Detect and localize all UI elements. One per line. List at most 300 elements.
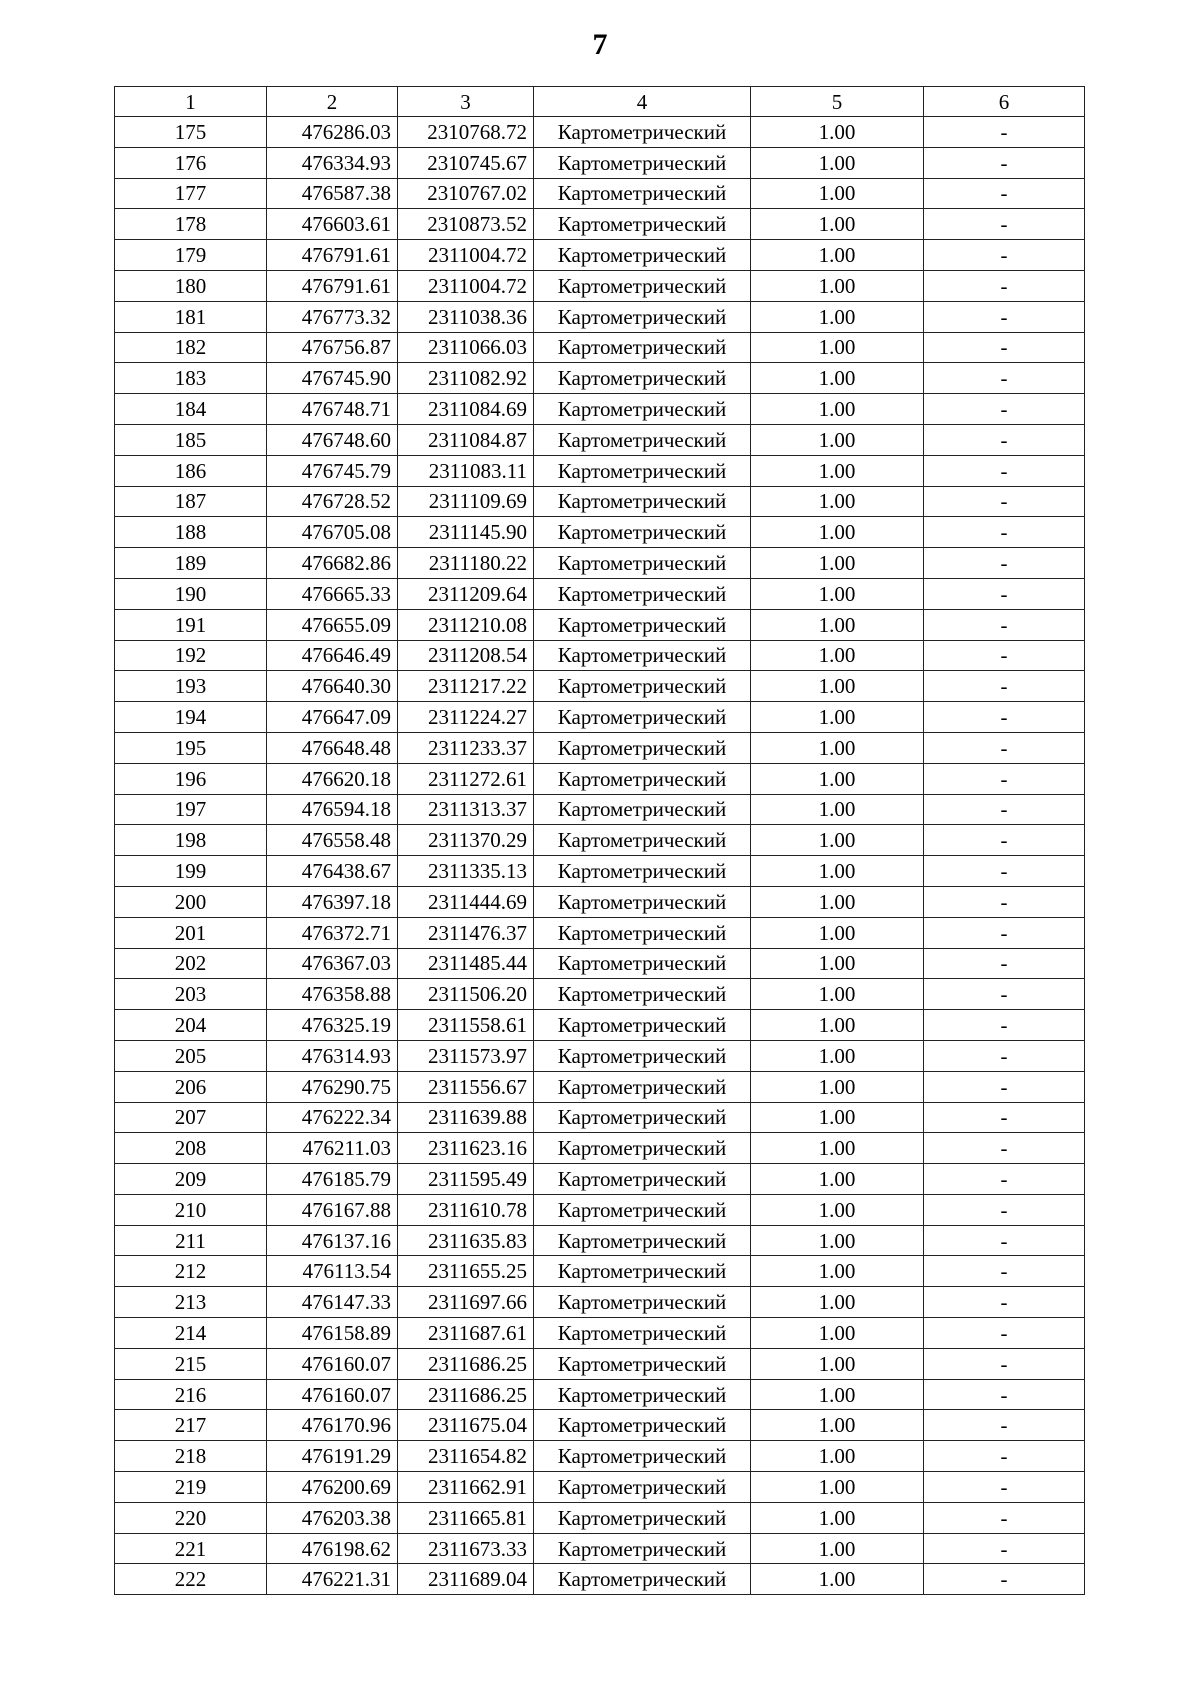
x-coordinate-cell: 476773.32 xyxy=(267,301,398,332)
accuracy-cell: 1.00 xyxy=(751,301,924,332)
table-row xyxy=(115,363,1085,394)
point-number-cell: 191 xyxy=(115,609,267,640)
table-row xyxy=(115,178,1085,209)
method-cell: Картометрический xyxy=(534,763,751,794)
y-coordinate-cell: 2311665.81 xyxy=(398,1502,534,1533)
x-coordinate-cell: 476558.48 xyxy=(267,825,398,856)
point-number-cell: 196 xyxy=(115,763,267,794)
note-cell: - xyxy=(924,979,1085,1010)
point-number-cell: 197 xyxy=(115,794,267,825)
note-cell: - xyxy=(924,640,1085,671)
table-row xyxy=(115,1472,1085,1503)
accuracy-cell: 1.00 xyxy=(751,1225,924,1256)
table-row xyxy=(115,856,1085,887)
x-coordinate-cell: 476745.79 xyxy=(267,455,398,486)
note-cell: - xyxy=(924,825,1085,856)
accuracy-cell: 1.00 xyxy=(751,979,924,1010)
accuracy-cell: 1.00 xyxy=(751,1502,924,1533)
x-coordinate-cell: 476648.48 xyxy=(267,732,398,763)
note-cell: - xyxy=(924,209,1085,240)
point-number-cell: 222 xyxy=(115,1564,267,1595)
method-cell: Картометрический xyxy=(534,394,751,425)
note-cell: - xyxy=(924,1348,1085,1379)
y-coordinate-cell: 2311109.69 xyxy=(398,486,534,517)
note-cell: - xyxy=(924,1194,1085,1225)
table-row xyxy=(115,548,1085,579)
method-cell: Картометрический xyxy=(534,1564,751,1595)
method-cell: Картометрический xyxy=(534,548,751,579)
y-coordinate-cell: 2311082.92 xyxy=(398,363,534,394)
point-number-cell: 212 xyxy=(115,1256,267,1287)
x-coordinate-cell: 476748.71 xyxy=(267,394,398,425)
point-number-cell: 204 xyxy=(115,1010,267,1041)
y-coordinate-cell: 2311038.36 xyxy=(398,301,534,332)
x-coordinate-cell: 476745.90 xyxy=(267,363,398,394)
method-cell: Картометрический xyxy=(534,732,751,763)
point-number-cell: 211 xyxy=(115,1225,267,1256)
accuracy-cell: 1.00 xyxy=(751,455,924,486)
note-cell: - xyxy=(924,1164,1085,1195)
point-number-cell: 175 xyxy=(115,117,267,148)
x-coordinate-cell: 476325.19 xyxy=(267,1010,398,1041)
table-row xyxy=(115,794,1085,825)
note-cell: - xyxy=(924,1225,1085,1256)
note-cell: - xyxy=(924,1533,1085,1564)
accuracy-cell: 1.00 xyxy=(751,1256,924,1287)
y-coordinate-cell: 2311370.29 xyxy=(398,825,534,856)
note-cell: - xyxy=(924,1472,1085,1503)
accuracy-cell: 1.00 xyxy=(751,1102,924,1133)
accuracy-cell: 1.00 xyxy=(751,147,924,178)
x-coordinate-cell: 476286.03 xyxy=(267,117,398,148)
note-cell: - xyxy=(924,301,1085,332)
table-row xyxy=(115,301,1085,332)
point-number-cell: 208 xyxy=(115,1133,267,1164)
note-cell: - xyxy=(924,1410,1085,1441)
y-coordinate-cell: 2311083.11 xyxy=(398,455,534,486)
note-cell: - xyxy=(924,1010,1085,1041)
column-header: 3 xyxy=(398,87,534,117)
point-number-cell: 189 xyxy=(115,548,267,579)
y-coordinate-cell: 2311573.97 xyxy=(398,1040,534,1071)
x-coordinate-cell: 476314.93 xyxy=(267,1040,398,1071)
table-row xyxy=(115,1348,1085,1379)
point-number-cell: 220 xyxy=(115,1502,267,1533)
method-cell: Картометрический xyxy=(534,917,751,948)
x-coordinate-cell: 476705.08 xyxy=(267,517,398,548)
method-cell: Картометрический xyxy=(534,886,751,917)
y-coordinate-cell: 2311444.69 xyxy=(398,886,534,917)
note-cell: - xyxy=(924,1133,1085,1164)
x-coordinate-cell: 476682.86 xyxy=(267,548,398,579)
point-number-cell: 221 xyxy=(115,1533,267,1564)
note-cell: - xyxy=(924,948,1085,979)
x-coordinate-cell: 476113.54 xyxy=(267,1256,398,1287)
note-cell: - xyxy=(924,455,1085,486)
table-row xyxy=(115,455,1085,486)
x-coordinate-cell: 476191.29 xyxy=(267,1441,398,1472)
y-coordinate-cell: 2311673.33 xyxy=(398,1533,534,1564)
note-cell: - xyxy=(924,147,1085,178)
method-cell: Картометрический xyxy=(534,178,751,209)
table-row xyxy=(115,1164,1085,1195)
method-cell: Картометрический xyxy=(534,1472,751,1503)
method-cell: Картометрический xyxy=(534,1133,751,1164)
x-coordinate-cell: 476620.18 xyxy=(267,763,398,794)
table-body xyxy=(115,117,1085,1595)
point-number-cell: 185 xyxy=(115,424,267,455)
note-cell: - xyxy=(924,548,1085,579)
y-coordinate-cell: 2311556.67 xyxy=(398,1071,534,1102)
method-cell: Картометрический xyxy=(534,578,751,609)
x-coordinate-cell: 476665.33 xyxy=(267,578,398,609)
accuracy-cell: 1.00 xyxy=(751,1410,924,1441)
note-cell: - xyxy=(924,702,1085,733)
accuracy-cell: 1.00 xyxy=(751,394,924,425)
method-cell: Картометрический xyxy=(534,825,751,856)
accuracy-cell: 1.00 xyxy=(751,702,924,733)
accuracy-cell: 1.00 xyxy=(751,732,924,763)
x-coordinate-cell: 476185.79 xyxy=(267,1164,398,1195)
method-cell: Картометрический xyxy=(534,640,751,671)
note-cell: - xyxy=(924,671,1085,702)
table-row xyxy=(115,979,1085,1010)
table-row xyxy=(115,671,1085,702)
note-cell: - xyxy=(924,1502,1085,1533)
table-row xyxy=(115,886,1085,917)
accuracy-cell: 1.00 xyxy=(751,486,924,517)
y-coordinate-cell: 2310768.72 xyxy=(398,117,534,148)
point-number-cell: 219 xyxy=(115,1472,267,1503)
point-number-cell: 184 xyxy=(115,394,267,425)
method-cell: Картометрический xyxy=(534,147,751,178)
point-number-cell: 206 xyxy=(115,1071,267,1102)
y-coordinate-cell: 2311233.37 xyxy=(398,732,534,763)
table-row xyxy=(115,1071,1085,1102)
y-coordinate-cell: 2311558.61 xyxy=(398,1010,534,1041)
x-coordinate-cell: 476158.89 xyxy=(267,1318,398,1349)
method-cell: Картометрический xyxy=(534,1071,751,1102)
point-number-cell: 183 xyxy=(115,363,267,394)
table-row xyxy=(115,1318,1085,1349)
y-coordinate-cell: 2311655.25 xyxy=(398,1256,534,1287)
accuracy-cell: 1.00 xyxy=(751,1040,924,1071)
point-number-cell: 186 xyxy=(115,455,267,486)
column-header: 1 xyxy=(115,87,267,117)
point-number-cell: 190 xyxy=(115,578,267,609)
method-cell: Картометрический xyxy=(534,1410,751,1441)
accuracy-cell: 1.00 xyxy=(751,578,924,609)
x-coordinate-cell: 476160.07 xyxy=(267,1379,398,1410)
point-number-cell: 194 xyxy=(115,702,267,733)
accuracy-cell: 1.00 xyxy=(751,1010,924,1041)
note-cell: - xyxy=(924,578,1085,609)
x-coordinate-cell: 476438.67 xyxy=(267,856,398,887)
accuracy-cell: 1.00 xyxy=(751,1071,924,1102)
method-cell: Картометрический xyxy=(534,486,751,517)
x-coordinate-cell: 476290.75 xyxy=(267,1071,398,1102)
accuracy-cell: 1.00 xyxy=(751,1164,924,1195)
note-cell: - xyxy=(924,732,1085,763)
accuracy-cell: 1.00 xyxy=(751,1133,924,1164)
note-cell: - xyxy=(924,424,1085,455)
x-coordinate-cell: 476646.49 xyxy=(267,640,398,671)
y-coordinate-cell: 2311313.37 xyxy=(398,794,534,825)
note-cell: - xyxy=(924,1287,1085,1318)
method-cell: Картометрический xyxy=(534,1194,751,1225)
y-coordinate-cell: 2311635.83 xyxy=(398,1225,534,1256)
accuracy-cell: 1.00 xyxy=(751,1472,924,1503)
note-cell: - xyxy=(924,856,1085,887)
column-header: 6 xyxy=(924,87,1085,117)
method-cell: Картометрический xyxy=(534,332,751,363)
x-coordinate-cell: 476603.61 xyxy=(267,209,398,240)
method-cell: Картометрический xyxy=(534,1533,751,1564)
accuracy-cell: 1.00 xyxy=(751,609,924,640)
accuracy-cell: 1.00 xyxy=(751,424,924,455)
y-coordinate-cell: 2311687.61 xyxy=(398,1318,534,1349)
point-number-cell: 210 xyxy=(115,1194,267,1225)
x-coordinate-cell: 476756.87 xyxy=(267,332,398,363)
column-header: 4 xyxy=(534,87,751,117)
y-coordinate-cell: 2310873.52 xyxy=(398,209,534,240)
column-header: 5 xyxy=(751,87,924,117)
point-number-cell: 182 xyxy=(115,332,267,363)
note-cell: - xyxy=(924,394,1085,425)
x-coordinate-cell: 476334.93 xyxy=(267,147,398,178)
method-cell: Картометрический xyxy=(534,1164,751,1195)
table-row xyxy=(115,609,1085,640)
x-coordinate-cell: 476198.62 xyxy=(267,1533,398,1564)
note-cell: - xyxy=(924,363,1085,394)
method-cell: Картометрический xyxy=(534,117,751,148)
table-row xyxy=(115,1533,1085,1564)
point-number-cell: 200 xyxy=(115,886,267,917)
y-coordinate-cell: 2311209.64 xyxy=(398,578,534,609)
method-cell: Картометрический xyxy=(534,270,751,301)
accuracy-cell: 1.00 xyxy=(751,1533,924,1564)
accuracy-cell: 1.00 xyxy=(751,763,924,794)
x-coordinate-cell: 476167.88 xyxy=(267,1194,398,1225)
accuracy-cell: 1.00 xyxy=(751,1348,924,1379)
method-cell: Картометрический xyxy=(534,1502,751,1533)
y-coordinate-cell: 2311697.66 xyxy=(398,1287,534,1318)
y-coordinate-cell: 2311686.25 xyxy=(398,1348,534,1379)
accuracy-cell: 1.00 xyxy=(751,332,924,363)
note-cell: - xyxy=(924,1441,1085,1472)
point-number-cell: 181 xyxy=(115,301,267,332)
note-cell: - xyxy=(924,1071,1085,1102)
table-row xyxy=(115,240,1085,271)
column-header: 2 xyxy=(267,87,398,117)
page-number: 7 xyxy=(592,28,608,61)
table-row xyxy=(115,147,1085,178)
y-coordinate-cell: 2310745.67 xyxy=(398,147,534,178)
note-cell: - xyxy=(924,178,1085,209)
x-coordinate-cell: 476367.03 xyxy=(267,948,398,979)
table-row xyxy=(115,732,1085,763)
point-number-cell: 203 xyxy=(115,979,267,1010)
x-coordinate-cell: 476200.69 xyxy=(267,1472,398,1503)
note-cell: - xyxy=(924,117,1085,148)
note-cell: - xyxy=(924,1564,1085,1595)
point-number-cell: 201 xyxy=(115,917,267,948)
accuracy-cell: 1.00 xyxy=(751,240,924,271)
method-cell: Картометрический xyxy=(534,1040,751,1071)
x-coordinate-cell: 476160.07 xyxy=(267,1348,398,1379)
y-coordinate-cell: 2311686.25 xyxy=(398,1379,534,1410)
point-number-cell: 187 xyxy=(115,486,267,517)
table-row xyxy=(115,486,1085,517)
y-coordinate-cell: 2311272.61 xyxy=(398,763,534,794)
x-coordinate-cell: 476748.60 xyxy=(267,424,398,455)
table-row xyxy=(115,702,1085,733)
table-row xyxy=(115,1102,1085,1133)
y-coordinate-cell: 2311595.49 xyxy=(398,1164,534,1195)
table-row xyxy=(115,640,1085,671)
accuracy-cell: 1.00 xyxy=(751,270,924,301)
point-number-cell: 205 xyxy=(115,1040,267,1071)
y-coordinate-cell: 2311180.22 xyxy=(398,548,534,579)
y-coordinate-cell: 2311675.04 xyxy=(398,1410,534,1441)
accuracy-cell: 1.00 xyxy=(751,917,924,948)
table-row xyxy=(115,1133,1085,1164)
table-row xyxy=(115,1256,1085,1287)
x-coordinate-cell: 476372.71 xyxy=(267,917,398,948)
table-row xyxy=(115,1502,1085,1533)
point-number-cell: 188 xyxy=(115,517,267,548)
point-number-cell: 177 xyxy=(115,178,267,209)
y-coordinate-cell: 2311224.27 xyxy=(398,702,534,733)
note-cell: - xyxy=(924,763,1085,794)
point-number-cell: 193 xyxy=(115,671,267,702)
x-coordinate-cell: 476728.52 xyxy=(267,486,398,517)
method-cell: Картометрический xyxy=(534,979,751,1010)
method-cell: Картометрический xyxy=(534,1102,751,1133)
table-row xyxy=(115,1194,1085,1225)
y-coordinate-cell: 2311639.88 xyxy=(398,1102,534,1133)
x-coordinate-cell: 476655.09 xyxy=(267,609,398,640)
point-number-cell: 209 xyxy=(115,1164,267,1195)
method-cell: Картометрический xyxy=(534,1379,751,1410)
note-cell: - xyxy=(924,1040,1085,1071)
accuracy-cell: 1.00 xyxy=(751,948,924,979)
table-row xyxy=(115,332,1085,363)
method-cell: Картометрический xyxy=(534,363,751,394)
table-row xyxy=(115,1379,1085,1410)
note-cell: - xyxy=(924,1102,1085,1133)
table-row xyxy=(115,948,1085,979)
method-cell: Картометрический xyxy=(534,702,751,733)
note-cell: - xyxy=(924,917,1085,948)
accuracy-cell: 1.00 xyxy=(751,1318,924,1349)
method-cell: Картометрический xyxy=(534,856,751,887)
note-cell: - xyxy=(924,609,1085,640)
y-coordinate-cell: 2311217.22 xyxy=(398,671,534,702)
point-number-cell: 198 xyxy=(115,825,267,856)
method-cell: Картометрический xyxy=(534,1318,751,1349)
method-cell: Картометрический xyxy=(534,609,751,640)
accuracy-cell: 1.00 xyxy=(751,856,924,887)
note-cell: - xyxy=(924,517,1085,548)
table-row xyxy=(115,394,1085,425)
accuracy-cell: 1.00 xyxy=(751,1287,924,1318)
method-cell: Картометрический xyxy=(534,240,751,271)
note-cell: - xyxy=(924,332,1085,363)
y-coordinate-cell: 2311506.20 xyxy=(398,979,534,1010)
table-row xyxy=(115,270,1085,301)
x-coordinate-cell: 476170.96 xyxy=(267,1410,398,1441)
y-coordinate-cell: 2311623.16 xyxy=(398,1133,534,1164)
accuracy-cell: 1.00 xyxy=(751,1379,924,1410)
note-cell: - xyxy=(924,240,1085,271)
method-cell: Картометрический xyxy=(534,1010,751,1041)
accuracy-cell: 1.00 xyxy=(751,209,924,240)
y-coordinate-cell: 2311610.78 xyxy=(398,1194,534,1225)
point-number-cell: 215 xyxy=(115,1348,267,1379)
table-row xyxy=(115,424,1085,455)
table-row xyxy=(115,1287,1085,1318)
x-coordinate-cell: 476211.03 xyxy=(267,1133,398,1164)
method-cell: Картометрический xyxy=(534,671,751,702)
method-cell: Картометрический xyxy=(534,1441,751,1472)
x-coordinate-cell: 476147.33 xyxy=(267,1287,398,1318)
accuracy-cell: 1.00 xyxy=(751,794,924,825)
note-cell: - xyxy=(924,1256,1085,1287)
accuracy-cell: 1.00 xyxy=(751,671,924,702)
method-cell: Картометрический xyxy=(534,517,751,548)
point-number-cell: 192 xyxy=(115,640,267,671)
y-coordinate-cell: 2311084.69 xyxy=(398,394,534,425)
table-row xyxy=(115,917,1085,948)
accuracy-cell: 1.00 xyxy=(751,517,924,548)
method-cell: Картометрический xyxy=(534,1256,751,1287)
note-cell: - xyxy=(924,486,1085,517)
x-coordinate-cell: 476358.88 xyxy=(267,979,398,1010)
accuracy-cell: 1.00 xyxy=(751,178,924,209)
method-cell: Картометрический xyxy=(534,1225,751,1256)
x-coordinate-cell: 476221.31 xyxy=(267,1564,398,1595)
y-coordinate-cell: 2311654.82 xyxy=(398,1441,534,1472)
method-cell: Картометрический xyxy=(534,948,751,979)
x-coordinate-cell: 476647.09 xyxy=(267,702,398,733)
y-coordinate-cell: 2311485.44 xyxy=(398,948,534,979)
table-row xyxy=(115,1010,1085,1041)
coordinates-table xyxy=(114,86,1085,1595)
table-row xyxy=(115,1040,1085,1071)
accuracy-cell: 1.00 xyxy=(751,1441,924,1472)
y-coordinate-cell: 2311689.04 xyxy=(398,1564,534,1595)
table-row xyxy=(115,517,1085,548)
y-coordinate-cell: 2311066.03 xyxy=(398,332,534,363)
note-cell: - xyxy=(924,886,1085,917)
point-number-cell: 195 xyxy=(115,732,267,763)
point-number-cell: 180 xyxy=(115,270,267,301)
accuracy-cell: 1.00 xyxy=(751,117,924,148)
table-row xyxy=(115,578,1085,609)
x-coordinate-cell: 476791.61 xyxy=(267,270,398,301)
method-cell: Картометрический xyxy=(534,1287,751,1318)
point-number-cell: 207 xyxy=(115,1102,267,1133)
point-number-cell: 176 xyxy=(115,147,267,178)
x-coordinate-cell: 476791.61 xyxy=(267,240,398,271)
point-number-cell: 179 xyxy=(115,240,267,271)
table-header-row xyxy=(115,87,1085,117)
y-coordinate-cell: 2311004.72 xyxy=(398,270,534,301)
point-number-cell: 216 xyxy=(115,1379,267,1410)
point-number-cell: 199 xyxy=(115,856,267,887)
point-number-cell: 218 xyxy=(115,1441,267,1472)
